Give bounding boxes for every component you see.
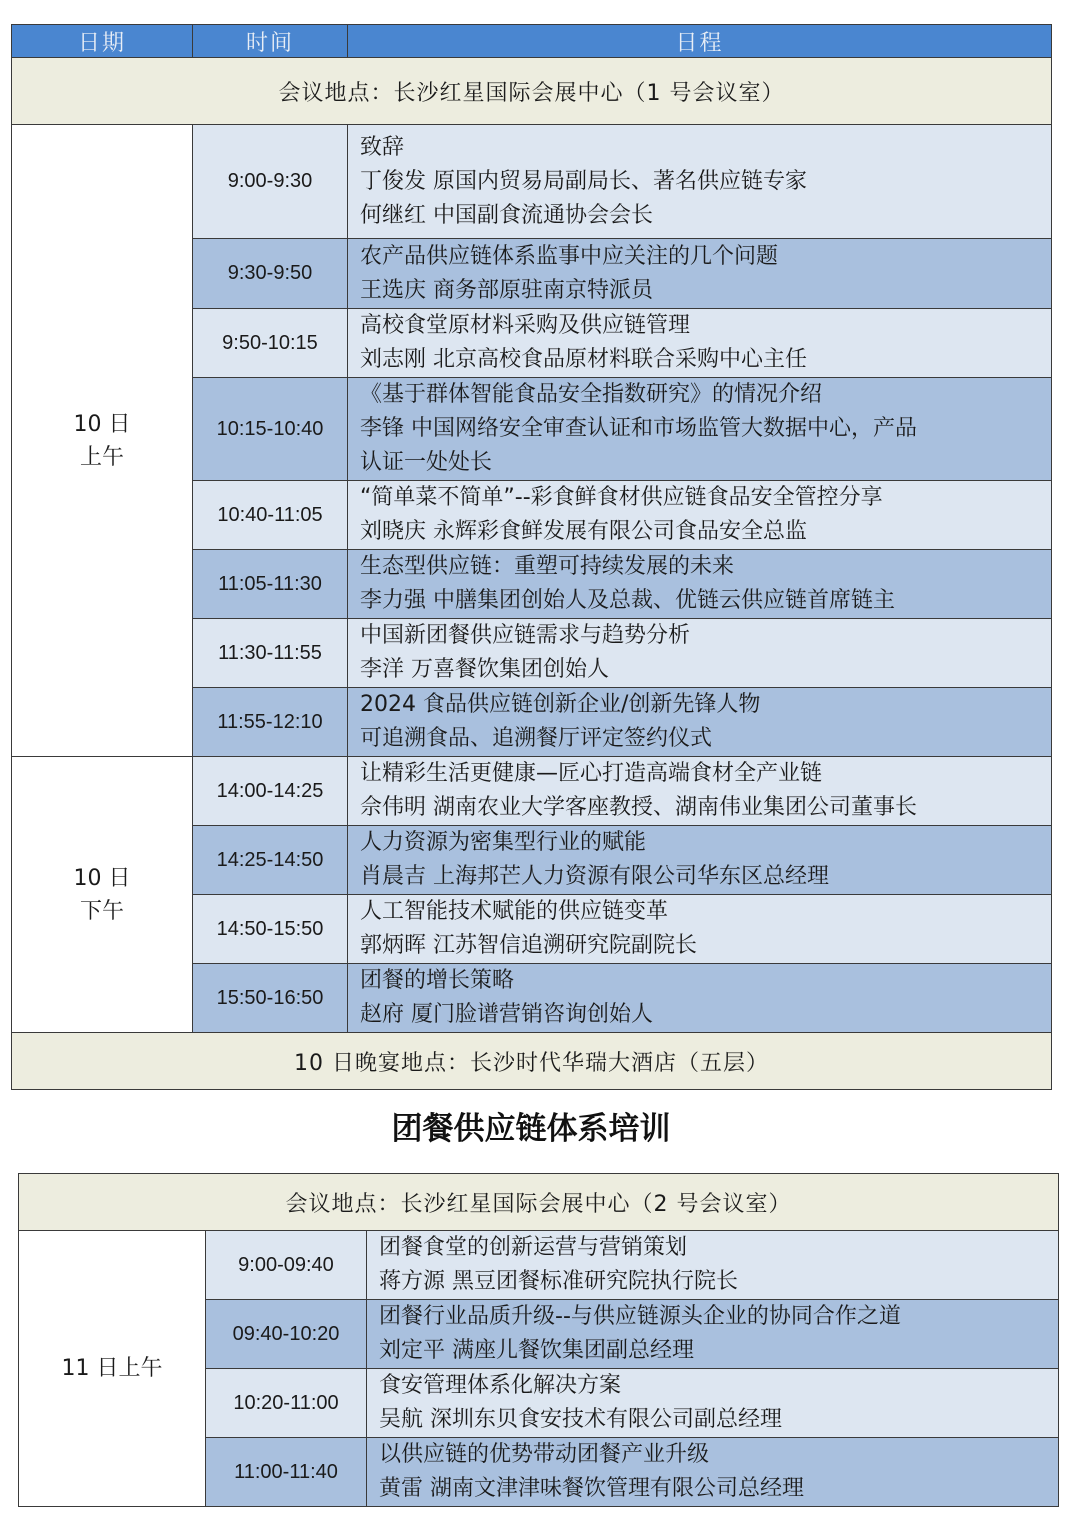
header-time: 时间: [193, 25, 348, 58]
session-program: [348, 826, 1052, 895]
session-time: 14:50-15:50: [193, 895, 348, 964]
session-speaker: 黄雷 湖南文津津味餐饮管理有限公司总经理: [379, 1476, 804, 1501]
session-speaker: 李力强 中膳集团创始人及总裁、优链云供应链首席链主: [360, 588, 895, 613]
banquet-venue: 10 日晚宴地点：长沙时代华瑞大酒店（五层）: [12, 1033, 1052, 1090]
session-program: [367, 1369, 1059, 1438]
table-header-row: [12, 25, 1052, 58]
session-program: [348, 309, 1052, 378]
session-program: [348, 550, 1052, 619]
day-period: 上午: [79, 444, 124, 470]
session-time: 11:00-11:40: [206, 1438, 367, 1507]
session-topic: 团餐食堂的创新运营与营销策划: [379, 1235, 688, 1260]
session-speaker: 可追溯食品、追溯餐厅评定签约仪式: [360, 726, 713, 751]
day-label: [12, 125, 193, 757]
table-row: [12, 125, 1052, 239]
session-speaker: 佘伟明 湖南农业大学客座教授、湖南伟业集团公司董事长: [360, 795, 917, 820]
session-speaker: 赵府 厦门脸谱营销咨询创始人: [360, 1002, 653, 1027]
section-title: 团餐供应链体系培训: [391, 1111, 671, 1147]
session-time: 10:15-10:40: [193, 378, 348, 481]
session-program: [348, 757, 1052, 826]
table-row: [12, 757, 1052, 826]
session-topic: 人工智能技术赋能的供应链变革: [360, 899, 669, 924]
session-topic: 高校食堂原材料采购及供应链管理: [360, 313, 691, 338]
session-program: [348, 378, 1052, 481]
day-label: 11 日上午: [19, 1231, 206, 1507]
session-program: [348, 619, 1052, 688]
day-date: 10 日: [73, 865, 131, 891]
session-time: 9:00-09:40: [206, 1231, 367, 1300]
session-speaker: 认证一处处长: [360, 450, 493, 475]
session-speaker: 蒋方源 黑豆团餐标准研究院执行院长: [379, 1269, 738, 1294]
venue-text: 会议地点：长沙红星国际会展中心（2 号会议室）: [19, 1174, 1059, 1231]
session-speaker: 刘定平 满座儿餐饮集团副总经理: [379, 1338, 694, 1363]
session-time: 09:40-10:20: [206, 1300, 367, 1369]
session-time: 10:20-11:00: [206, 1369, 367, 1438]
session-speaker: 郭炳晖 江苏智信追溯研究院副院长: [360, 933, 697, 958]
session-program: [367, 1300, 1059, 1369]
session-speaker: 王选庆 商务部原驻南京特派员: [360, 277, 653, 303]
session-time: 9:50-10:15: [193, 309, 348, 378]
session-time: 14:00-14:25: [193, 757, 348, 826]
session-topic: 食安管理体系化解决方案: [379, 1373, 622, 1398]
header-agenda: 日程: [348, 25, 1052, 58]
session-speaker: 何继红 中国副食流通协会会长: [360, 202, 653, 228]
venue-row: [19, 1174, 1059, 1231]
session-topic: 农产品供应链体系监事中应关注的几个问题: [360, 243, 779, 269]
session-time: 11:05-11:30: [193, 550, 348, 619]
session-topic: 生态型供应链：重塑可持续发展的未来: [360, 554, 735, 579]
session-topic: 团餐行业品质升级--与供应链源头企业的协同合作之道: [379, 1304, 901, 1329]
session-speaker: 刘晓庆 永辉彩食鲜发展有限公司食品安全总监: [360, 519, 807, 544]
schedule-table-day10: [11, 24, 1052, 1090]
session-time: 15:50-16:50: [193, 964, 348, 1033]
session-speaker: 李洋 万喜餐饮集团创始人: [360, 657, 609, 682]
day-period: 下午: [79, 898, 124, 924]
footer-row: [12, 1033, 1052, 1090]
session-topic: 团餐的增长策略: [360, 968, 515, 993]
session-time: 9:00-9:30: [193, 125, 348, 239]
session-program: [348, 964, 1052, 1033]
session-topic: “简单菜不简单”--彩食鲜食材供应链食品安全管控分享: [360, 485, 883, 510]
session-topic: 2024 食品供应链创新企业/创新先锋人物: [360, 692, 761, 717]
table-row: [19, 1231, 1059, 1300]
session-program: [348, 239, 1052, 309]
venue-text: 会议地点：长沙红星国际会展中心（1 号会议室）: [12, 58, 1052, 125]
session-topic: 以供应链的优势带动团餐产业升级: [379, 1442, 710, 1467]
day-date: 10 日: [73, 411, 131, 437]
header-date: 日期: [12, 25, 193, 58]
session-time: 10:40-11:05: [193, 481, 348, 550]
session-time: 9:30-9:50: [193, 239, 348, 309]
schedule-table-day11: [18, 1173, 1059, 1507]
session-program: [348, 895, 1052, 964]
session-program: [348, 481, 1052, 550]
session-program: [348, 125, 1052, 239]
session-speaker: 肖晨吉 上海邦芒人力资源有限公司华东区总经理: [360, 864, 829, 889]
day-label: [12, 757, 193, 1033]
session-topic: 人力资源为密集型行业的赋能: [360, 830, 647, 855]
session-topic: 让精彩生活更健康—匠心打造高端食材全产业链: [360, 761, 823, 786]
session-speaker: 吴航 深圳东贝食安技术有限公司副总经理: [379, 1407, 782, 1432]
session-program: [367, 1231, 1059, 1300]
session-speaker: 刘志刚 北京高校食品原材料联合采购中心主任: [360, 347, 807, 372]
session-time: 11:55-12:10: [193, 688, 348, 757]
session-topic: 《基于群体智能食品安全指数研究》的情况介绍: [360, 382, 823, 407]
session-time: 14:25-14:50: [193, 826, 348, 895]
session-topic: 中国新团餐供应链需求与趋势分析: [360, 623, 691, 648]
session-speaker: 李锋 中国网络安全审查认证和市场监管大数据中心，产品: [360, 416, 917, 441]
session-program: [367, 1438, 1059, 1507]
venue-row: [12, 58, 1052, 125]
session-program: [348, 688, 1052, 757]
session-speaker: 丁俊发 原国内贸易局副局长、著名供应链专家: [360, 168, 807, 194]
session-time: 11:30-11:55: [193, 619, 348, 688]
session-topic: 致辞: [360, 134, 405, 160]
